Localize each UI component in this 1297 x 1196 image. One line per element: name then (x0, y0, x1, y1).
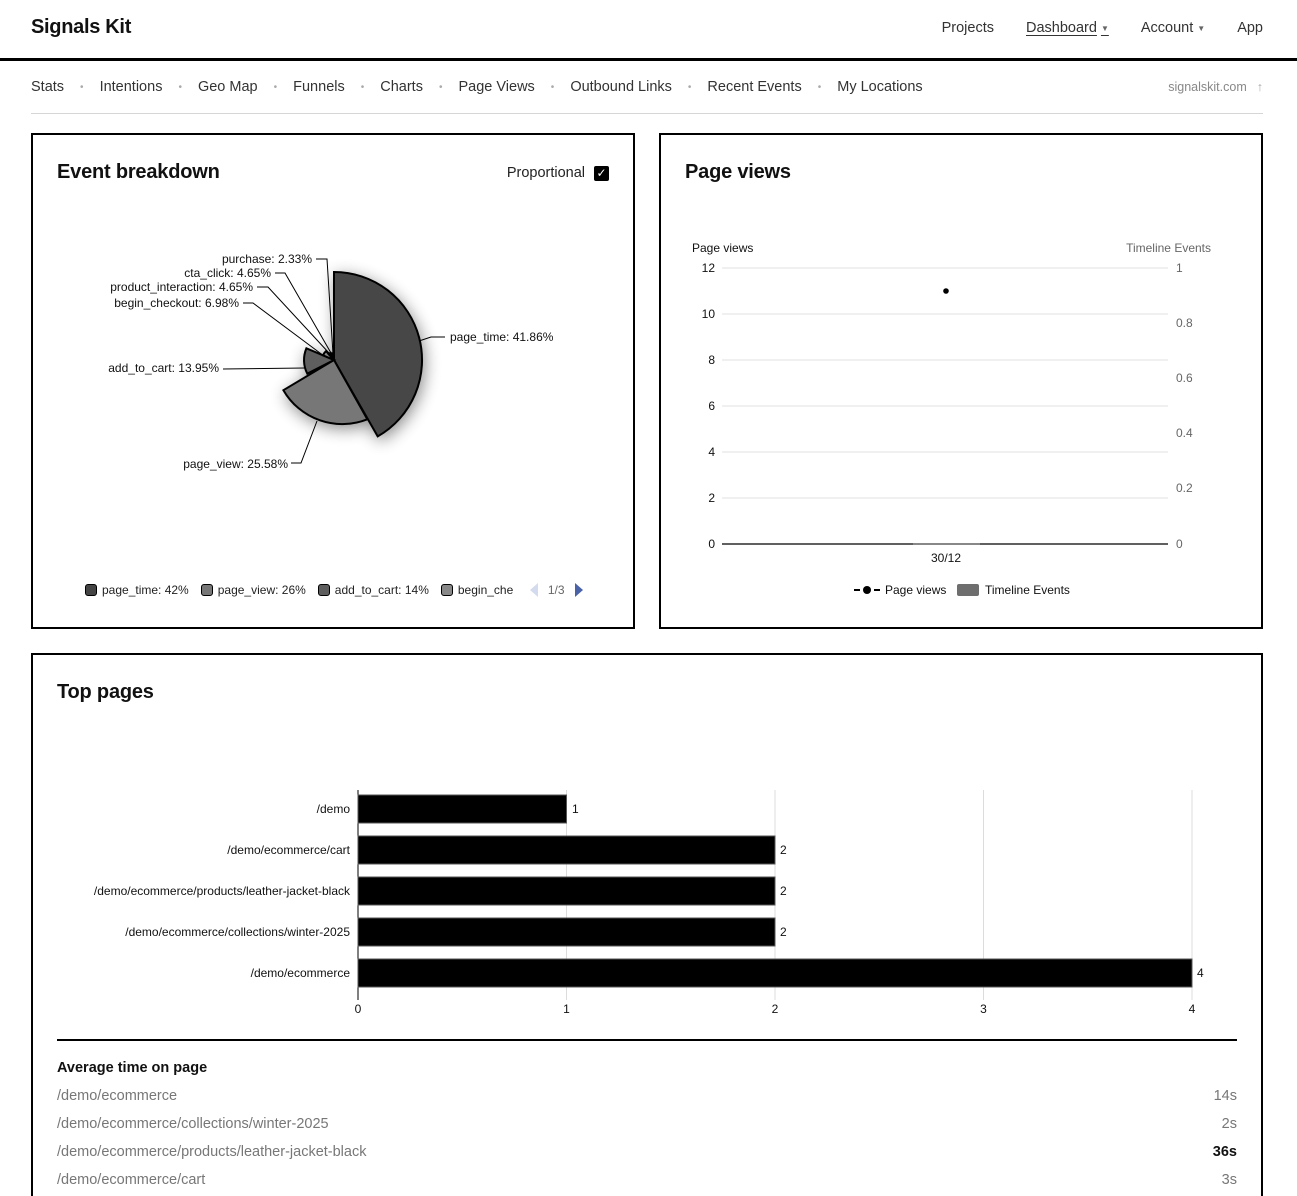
card-title: Top pages (57, 681, 154, 703)
y-right-tick: 0.4 (1176, 426, 1193, 440)
separator: • (550, 81, 555, 93)
separator: • (178, 81, 182, 93)
bar-leather-jacket-black[interactable] (358, 877, 775, 905)
separator: • (687, 81, 692, 93)
y-tick: 10 (701, 307, 715, 321)
legend-label: Page views (885, 583, 947, 597)
card-title: Event breakdown (57, 161, 220, 183)
y-right-tick: 0.6 (1176, 371, 1193, 385)
subnav-recent-events[interactable]: Recent Events (707, 79, 802, 95)
pie-label-begin-checkout: begin_checkout: 6.98% (114, 296, 239, 310)
y-right-tick: 1 (1176, 261, 1183, 275)
y-tick: 6 (708, 399, 715, 413)
avg-time-row[interactable] (57, 1138, 1237, 1166)
x-tick: 4 (1188, 1002, 1196, 1016)
bar-value-label: 1 (572, 802, 579, 816)
top-pages-card (31, 653, 1263, 1196)
site-link[interactable] (1168, 80, 1263, 94)
nav-account[interactable] (1141, 20, 1205, 36)
event-pie-chart (33, 135, 633, 555)
nav-app[interactable] (1237, 20, 1263, 36)
pie-label-product-interaction: product_interaction: 4.65% (110, 280, 253, 294)
legend-label: Timeline Events (985, 583, 1070, 597)
x-tick: 1 (563, 1002, 570, 1016)
top-bar (0, 0, 1297, 61)
subnav-outbound-links[interactable]: Outbound Links (570, 79, 672, 95)
avg-time-page: /demo/ecommerce/cart (57, 1172, 206, 1188)
avg-time-value: 2s (1221, 1116, 1237, 1132)
y-right-tick: 0.8 (1176, 316, 1193, 330)
avg-time-row[interactable] (57, 1166, 1237, 1194)
legend-item-page-time[interactable] (85, 583, 189, 597)
separator: • (360, 81, 365, 93)
legend-label: add_to_cart: 14% (334, 583, 429, 597)
prev-page-icon[interactable] (530, 583, 538, 597)
average-time-title: Average time on page (57, 1060, 208, 1076)
avg-time-row[interactable] (57, 1110, 1237, 1138)
legend-label: page_view: 26% (217, 583, 306, 597)
y-tick: 8 (708, 353, 715, 367)
page-views-card (659, 133, 1263, 629)
avg-time-value: 3s (1221, 1172, 1237, 1188)
chevron-down-icon: ▼ (1100, 23, 1109, 33)
next-page-icon[interactable] (575, 583, 583, 597)
legend-item-add-to-cart[interactable] (318, 583, 429, 597)
pie-label-purchase: purchase: 2.33% (221, 252, 312, 266)
nav-account-label: Account (1140, 20, 1194, 36)
card-title: Page views (685, 161, 791, 183)
subnav-stats[interactable]: Stats (31, 79, 65, 95)
y-tick: 2 (708, 491, 715, 505)
right-axis-title: Timeline Events (1126, 241, 1211, 255)
subnav-intentions[interactable]: Intentions (99, 79, 163, 95)
y-tick: 0 (708, 537, 715, 551)
nav-app-label: App (1237, 20, 1263, 36)
proportional-label: Proportional (506, 165, 585, 181)
avg-time-page: /demo/ecommerce/collections/winter-2025 (57, 1116, 329, 1132)
separator: • (817, 81, 822, 93)
y-right-tick: 0 (1176, 537, 1183, 551)
average-time-section (57, 1039, 1237, 1194)
legend-item-page-view[interactable] (201, 583, 306, 597)
avg-time-page: /demo/ecommerce (57, 1088, 178, 1104)
bar-winter-2025[interactable] (358, 918, 775, 946)
pie-slice-purchase[interactable] (333, 355, 334, 360)
x-tick: 30/12 (930, 551, 962, 565)
subnav-charts[interactable]: Charts (380, 79, 423, 95)
separator: • (273, 81, 278, 93)
bar-category-label: /demo (316, 802, 350, 816)
y-tick: 12 (701, 261, 715, 275)
nav-dashboard[interactable] (1026, 20, 1109, 36)
separator: • (80, 81, 84, 93)
page-views-legend (854, 583, 1070, 597)
nav-projects[interactable] (942, 20, 994, 36)
legend-swatch (318, 584, 330, 596)
legend-label: begin_che (457, 583, 514, 597)
bar-category-label: /demo/ecommerce/cart (227, 843, 350, 857)
bar-demo-ecommerce[interactable] (358, 959, 1192, 987)
avg-time-row[interactable] (57, 1082, 1237, 1110)
site-domain: signalskit.com (1168, 80, 1247, 94)
arrow-up-icon: ↑ (1256, 80, 1263, 94)
left-axis-title: Page views (692, 241, 754, 255)
page-views-chart (661, 135, 1261, 615)
legend-swatch (201, 584, 213, 596)
legend-pager (530, 583, 583, 597)
subnav-page-views[interactable]: Page Views (458, 79, 535, 95)
x-tick: 3 (980, 1002, 987, 1016)
legend-item-timeline-events[interactable] (957, 583, 1070, 597)
pie-label-cta-click: cta_click: 4.65% (184, 266, 271, 280)
top-pages-bar-chart (33, 655, 1261, 1035)
pie-label-add-to-cart: add_to_cart: 13.95% (108, 361, 219, 375)
proportional-checkbox[interactable]: ✓ (594, 166, 609, 181)
pie-legend (85, 583, 583, 597)
subnav-funnels[interactable]: Funnels (293, 79, 345, 95)
avg-time-value: 36s (1212, 1144, 1237, 1160)
x-tick: 2 (771, 1002, 779, 1016)
bar-category-label: /demo/ecommerce/collections/winter-2025 (125, 925, 350, 939)
legend-swatch (85, 584, 97, 596)
event-breakdown-card (31, 133, 635, 629)
legend-label: page_time: 42% (102, 583, 189, 597)
separator: • (438, 81, 443, 93)
bar-demo-ecommerce-cart[interactable] (358, 836, 775, 864)
nav-dashboard-label: Dashboard (1026, 20, 1097, 36)
avg-time-page: /demo/ecommerce/products/leather-jacket-black (57, 1144, 367, 1160)
bar-category-label: /demo/ecommerce/products/leather-jacket-black (93, 884, 350, 898)
y-right-tick: 0.2 (1176, 481, 1193, 495)
y-tick: 4 (708, 445, 715, 459)
bar-value-label: 2 (780, 925, 787, 939)
pie-label-page-time: page_time: 41.86% (450, 330, 554, 344)
legend-item-begin-checkout[interactable] (441, 583, 514, 597)
bar-value-label: 2 (780, 884, 787, 898)
section-nav (31, 61, 1263, 114)
bar-demo[interactable] (358, 795, 567, 823)
page-views-data-point[interactable] (943, 288, 949, 294)
brand-logo[interactable]: Signals Kit (31, 16, 132, 38)
avg-time-value: 14s (1213, 1088, 1237, 1104)
subnav-my-locations[interactable]: My Locations (837, 79, 923, 95)
top-nav (942, 20, 1263, 36)
bar-value-label: 2 (780, 843, 787, 857)
legend-page-indicator: 1/3 (547, 583, 565, 597)
pie-label-page-view: page_view: 25.58% (183, 457, 288, 471)
subnav-geo-map[interactable]: Geo Map (197, 79, 258, 95)
legend-item-page-views[interactable] (854, 583, 946, 597)
bar-category-label: /demo/ecommerce (250, 966, 350, 980)
x-tick: 0 (354, 1002, 362, 1016)
chevron-down-icon: ▼ (1197, 23, 1206, 33)
nav-projects-label: Projects (941, 20, 994, 36)
bar-value-label: 4 (1197, 966, 1204, 980)
legend-swatch (441, 584, 453, 596)
